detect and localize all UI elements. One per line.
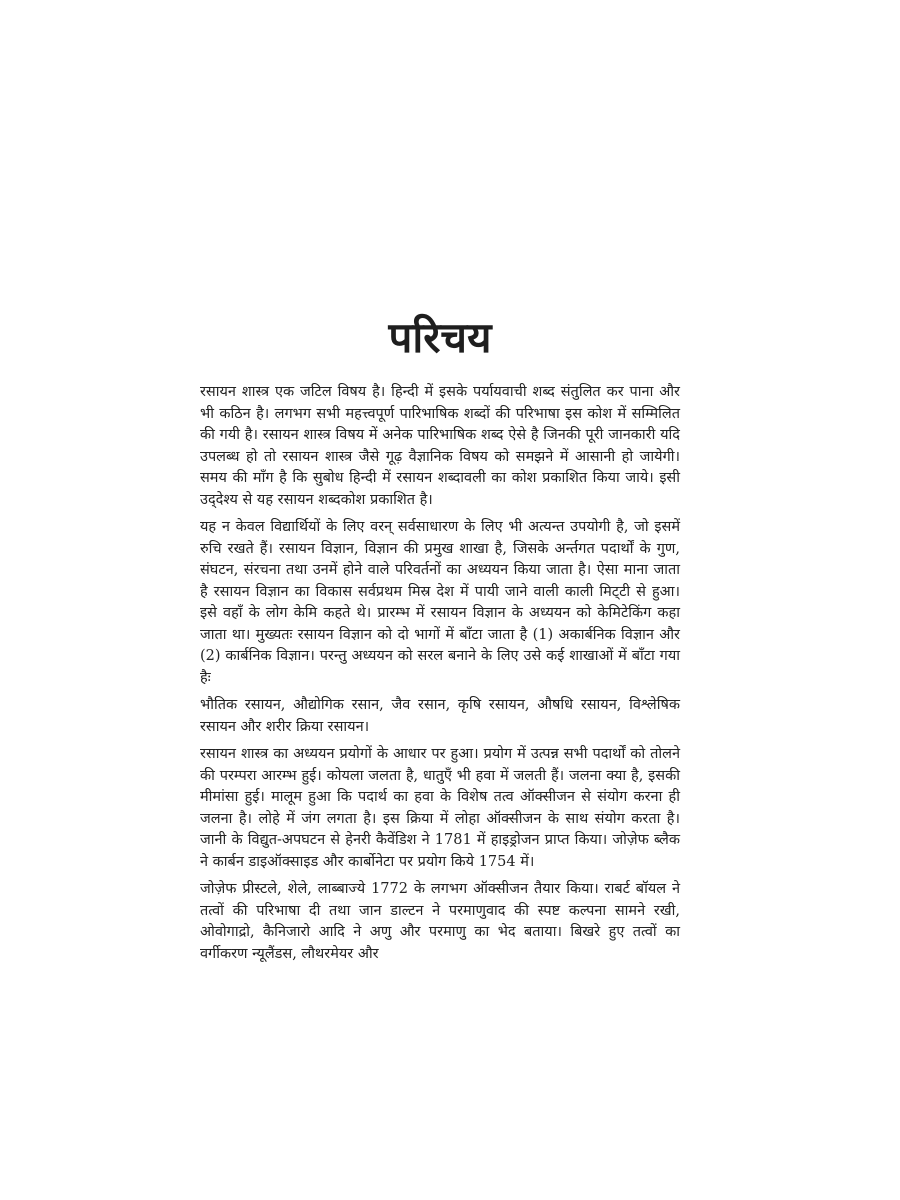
paragraph-5: जोज़ेफ प्रीस्टले, शेले, लाब्बाज्ये 1772 के लगभग ऑक्सीजन तैयार किया। राबर्ट बॉयल ने तत्वों की परिभाषा दी तथा जान डाल्टन ने परमाणुवाद की स्पष्ट कल्पना सामने रखी, ओवोगाद्रो, कैनिजारो आदि ने अणु और परमाणु का भेद बताया। बिखरे हुए तत्वों का वर्गीकरण न्यूलैंडस, लौथरमेयर और — [200, 881, 680, 962]
page-title: परिचय — [388, 313, 492, 362]
paragraph-3: भौतिक रसायन, औद्योगिक रसान, जैव रसान, कृषि रसायन, औषधि रसायन, विश्लेषिक रसायन और शरीर क्रिया रसायन। — [200, 697, 680, 735]
page-content — [200, 310, 680, 971]
paragraph-1: रसायन शास्त्र एक जटिल विषय है। हिन्दी में इसके पर्यायवाची शब्द संतुलित कर पाना और भी कठिन है। लगभग सभी महत्त्वपूर्ण पारिभाषिक शब्दों की परिभाषा इस कोश में सम्मिलित की गयी है। रसायन शास्त्र विषय में अनेक पारिभाषिक शब्द ऐसे है जिनकी पूरी जानकारी यदि उपलब्ध हो तो रसायन शास्त्र जैसे गूढ़ वैज्ञानिक विषय को समझने में आसानी हो जायेगी। समय की माँग है कि सुबोध हिन्दी में रसायन शब्दावली का कोश प्रकाशित किया जाये। इसी उद्‌देश्य से यह रसायन शब्दकोश प्रकाशित है। — [200, 384, 680, 508]
paragraph-4: रसायन शास्त्र का अध्ययन प्रयोगों के आधार पर हुआ। प्रयोग में उत्पन्न सभी पदार्थों को तोलने की परम्परा आरम्भ हुई। कोयला जलता है, धातुएँ भी हवा में जलती हैं। जलना क्या है, इसकी मीमांसा हुई। मालूम हुआ कि पदार्थ का हवा के विशेष तत्व ऑक्सीजन से संयोग करना ही जलना है। लोहे में जंग लगता है। इस क्रिया में लोहा ऑक्सीजन के साथ संयोग करता है। जानी के विद्युत-अपघटन से हेनरी कैवेंडिश ने 1781 में हाइड्रोजन प्राप्त किया। जोज़ेफ ब्लैक ने कार्बन डाइऑक्साइड और कार्बोनेटा पर प्रयोग किये 1754 में। — [200, 746, 680, 870]
paragraph-2: यह न केवल विद्यार्थियों के लिए वरन् सर्वसाधारण के लिए भी अत्यन्त उपयोगी है, जो इसमें रुचि रखते हैं। रसायन विज्ञान, विज्ञान की प्रमुख शाखा है, जिसके अर्न्तगत पदार्थों के गुण, संघटन, संरचना तथा उनमें होने वाले परिवर्तनों का अध्ययन किया जाता है। ऐसा माना जाता है रसायन विज्ञान का विकास सर्वप्रथम मिस्र देश में पायी जाने वाली काली मिट्‌टी से हुआ। इसे वहाँ के लोग केमि कहते थे। प्रारम्भ में रसायन विज्ञान के अध्ययन को केमिटेकिंग कहा जाता था। मुख्यतः रसायन विज्ञान को दो भागों में बाँटा जाता है (1) अकार्बनिक विज्ञान और (2) कार्बनिक विज्ञान। परन्तु अध्ययन को सरल बनाने के लिए उसे कई शाखाओं में बाँटा गया हैः — [200, 519, 680, 686]
